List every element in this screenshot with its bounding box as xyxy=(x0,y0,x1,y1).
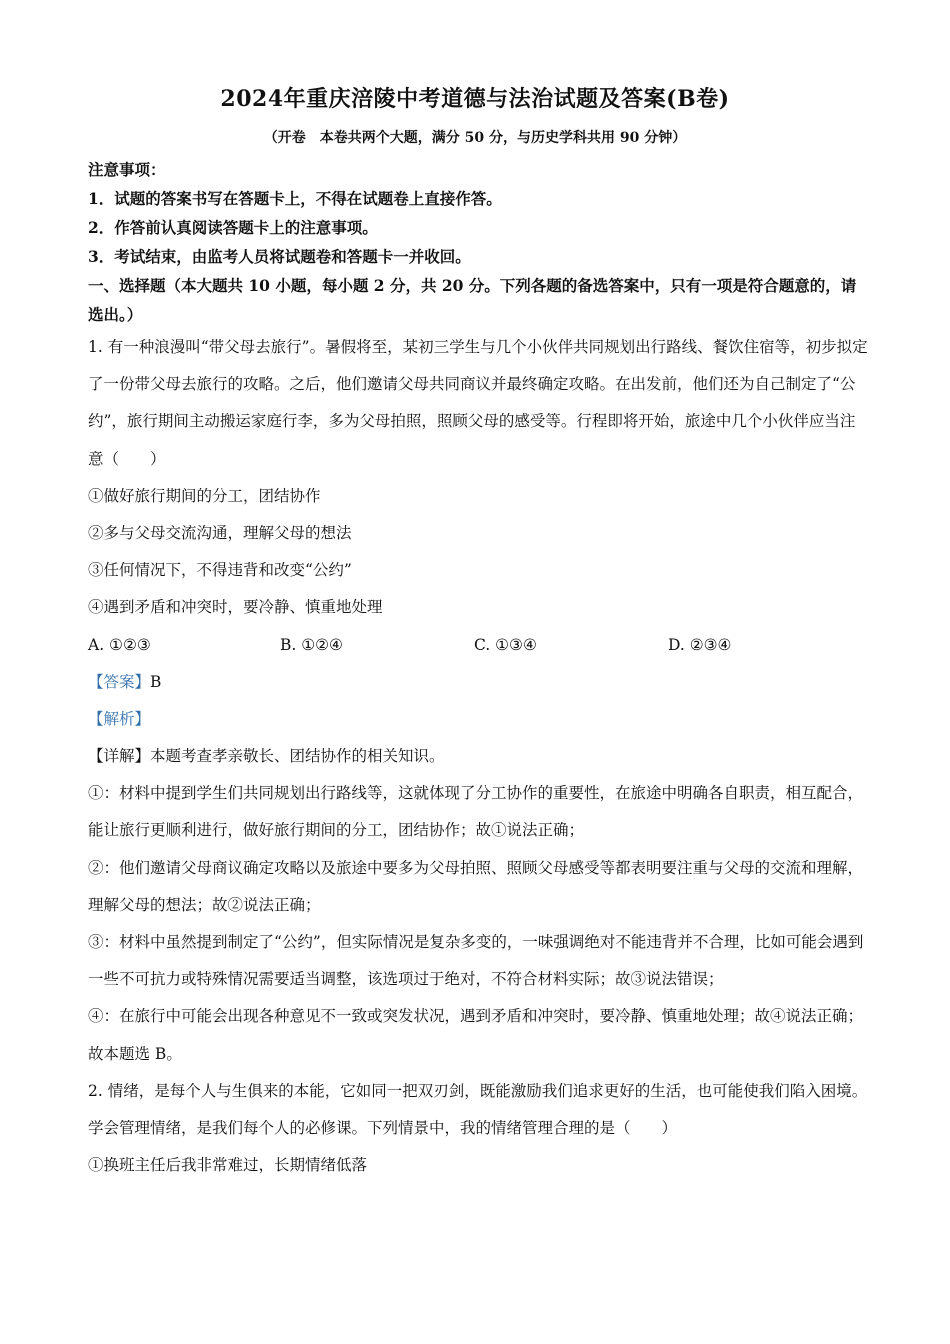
explanation: ②：他们邀请父母商议确定攻略以及旅途中要多为父母拍照、照顾父母感受等都表明要注重与父母的交流和理解，理解父母的想法；故②说法正确； xyxy=(88,858,864,914)
conclusion: 故本题选 B。 xyxy=(88,1044,182,1063)
option-a: A. ①②③ xyxy=(88,635,151,654)
question-stem: 1. 有一种浪漫叫“带父母去旅行”。暑假将至，某初三学生与几个小伙伴共同规划出行路线、餐饮住宿等，初步拟定了一份带父母去旅行的攻略。之后，他们邀请父母共同商议并最终确定攻略。在出发前，他们还为自己制定了“公约”，旅行期间主动搬运家庭行李，多为父母拍照，照顾父母的感受等。行程即将开始，旅途中几个小伙伴应当注意（ ） xyxy=(88,338,868,468)
statement: ②多与父母交流沟通，理解父母的想法 xyxy=(88,524,352,543)
notes-section xyxy=(88,155,868,271)
analysis-label: 【解析】 xyxy=(88,709,151,728)
explanation: ④：在旅行中可能会出现各种意见不一致或突发状况，遇到矛盾和冲突时，要冷静、慎重地处理；故④说法正确； xyxy=(88,1007,864,1026)
notes-heading: 注意事项： xyxy=(88,160,166,179)
answer-value: B xyxy=(150,672,162,691)
option-d: D. ②③④ xyxy=(668,635,732,654)
section-heading: 一、选择题（本大题共 10 小题，每小题 2 分，共 20 分。下列各题的备选答案中，只有一项是符合题意的，请选出。） xyxy=(88,276,857,324)
detail-line: 【详解】本题考查孝亲敬长、团结协作的相关知识。 xyxy=(88,747,445,766)
statement: ④遇到矛盾和冲突时，要冷静、慎重地处理 xyxy=(88,598,383,617)
answer-label: 【答案】 xyxy=(88,672,151,691)
notes-item: 1．试题的答案书写在答题卡上，不得在试题卷上直接作答。 xyxy=(88,189,502,208)
notes-item: 2．作答前认真阅读答题卡上的注意事项。 xyxy=(88,218,378,237)
statement: ③任何情况下，不得违背和改变“公约” xyxy=(88,561,352,580)
statement: ①换班主任后我非常难过，长期情绪低落 xyxy=(88,1156,368,1175)
answer-options xyxy=(88,627,868,664)
option-b: B. ①②④ xyxy=(280,635,343,654)
option-c: C. ①③④ xyxy=(474,635,537,654)
statement: ①做好旅行期间的分工，团结协作 xyxy=(88,486,321,505)
explanation: ③：材料中虽然提到制定了“公约”，但实际情况是复杂多变的，一味强调绝对不能违背并不合理，比如可能会遇到一些不可抗力或特殊情况需要适当调整，该选项过于绝对，不符合材料实际；故③说法错误； xyxy=(88,933,864,989)
question-2 xyxy=(88,1073,868,1185)
question-stem: 2. 情绪，是每个人与生俱来的本能，它如同一把双刃剑，既能激励我们追求更好的生活，也可能使我们陷入困境。学会管理情绪，是我们每个人的必修课。下列情景中，我的情绪管理合理的是（ ） xyxy=(88,1081,868,1138)
answer-line xyxy=(88,664,868,701)
explanation: ①：材料中提到学生们共同规划出行路线等，这就体现了分工协作的重要性，在旅途中明确各自职责，相互配合，能让旅行更顺利进行，做好旅行期间的分工，团结协作；故①说法正确； xyxy=(88,784,864,840)
page-subtitle: （开卷 本卷共两个大题，满分 50 分，与历史学科共用 90 分钟） xyxy=(263,130,687,146)
notes-item: 3．考试结束，由监考人员将试题卷和答题卡一并收回。 xyxy=(88,247,471,266)
question-1 xyxy=(88,329,868,1073)
exam-body xyxy=(88,155,868,1184)
page-title: 2024年重庆涪陵中考道德与法治试题及答案(B卷) xyxy=(220,86,730,112)
